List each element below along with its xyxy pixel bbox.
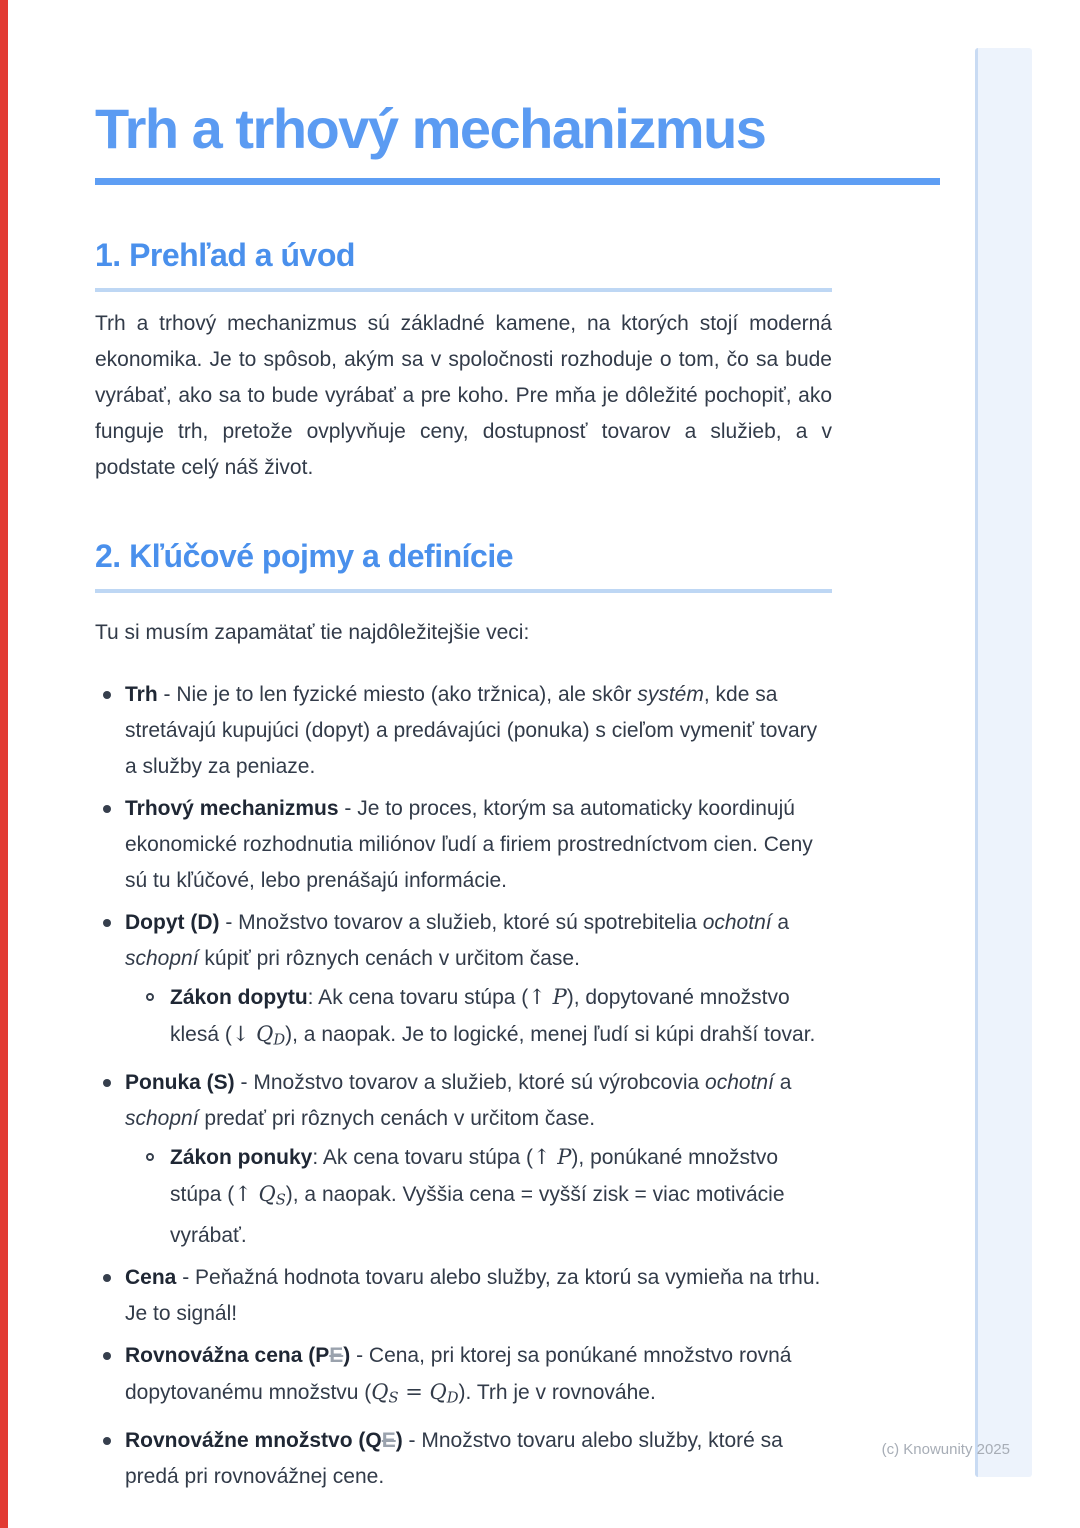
- list-item-text: Rovnovážna cena (PE) - Cena, pri ktorej sa ponúkané množstvo rovná dopytovanému množstvu (QS = QD). Trh je v rovnováhe.: [125, 1344, 792, 1408]
- sub-list-item: [137, 979, 832, 1059]
- list-item-text: Ponuka (S) - Množstvo tovarov a služieb, ktoré sú výrobcovia ochotní a schopní predať pri rôznych cenách v určitom čase.: [125, 1070, 792, 1130]
- section-2-heading: 2. Kľúčové pojmy a definície: [95, 538, 514, 574]
- page-title: Trh a trhový mechanizmus: [95, 97, 766, 160]
- bullet-disc-icon: [103, 1437, 111, 1445]
- sub-list: [137, 1139, 832, 1255]
- section-1-underline: [95, 288, 832, 292]
- content-column: [95, 0, 940, 1501]
- list-item-text: Trh - Nie je to len fyzické miesto (ako tržnica), ale skôr systém, kde sa stretávajú kupujúci (dopyt) a predávajúci (ponuka) s cieľom vymeniť tovary a služby za peniaze.: [125, 683, 818, 778]
- bullet-circle-icon: [146, 993, 154, 1001]
- bullet-disc-icon: [103, 805, 111, 813]
- list-item: [95, 1338, 832, 1417]
- list-item-text: Dopyt (D) - Množstvo tovarov a služieb, ktoré sú spotrebitelia ochotní a schopní kúpiť pri rôznych cenách v určitom čase.: [125, 911, 790, 970]
- list-item-text: Cena - Peňažná hodnota tovaru alebo služby, za ktorú sa vymieňa na trhu. Je to signál!: [125, 1266, 821, 1326]
- title-underline: [95, 178, 940, 185]
- sub-list-item-text: Zákon ponuky: Ak cena tovaru stúpa (↑ P), ponúkané množstvo stúpa (↑ QS), a naopak. Vyššia cena = vyšší zisk = viac motivácie vyrábať.: [170, 1144, 785, 1248]
- sub-list-item-text: Zákon dopytu: Ak cena tovaru stúpa (↑ P), dopytované množstvo klesá (↓ QD), a naopak. Je to logické, menej ľudí si kúpi drahší tovar.: [170, 985, 816, 1049]
- list-item: [95, 1423, 832, 1495]
- bullet-disc-icon: [103, 1352, 111, 1360]
- sub-list-item: [137, 1139, 832, 1255]
- bullet-circle-icon: [146, 1153, 154, 1161]
- section-2-underline: [95, 589, 832, 593]
- left-accent-bar: [0, 0, 8, 1528]
- bullet-disc-icon: [103, 691, 111, 699]
- list-item-text: Trhový mechanizmus - Je to proces, ktorým sa automaticky koordinujú ekonomické rozhodnutia miliónov ľudí a firiem prostredníctvom cien. Ceny sú tu kľúčové, lebo prenášajú informácie.: [125, 797, 813, 892]
- list-item: [95, 1065, 832, 1255]
- bullet-disc-icon: [103, 1079, 111, 1087]
- list-item: [95, 677, 832, 785]
- right-sidebar-strip: [975, 48, 1032, 1477]
- bullet-disc-icon: [103, 1274, 111, 1282]
- copyright-text: (c) Knowunity 2025: [881, 1441, 1010, 1458]
- definitions-list: [95, 677, 832, 1495]
- sub-list: [137, 979, 832, 1059]
- list-item-text: Rovnovážne množstvo (QE) - Množstvo tovaru alebo služby, ktoré sa predá pri rovnovážnej cene.: [125, 1429, 783, 1489]
- list-item: [95, 1260, 832, 1332]
- section-1-heading: 1. Prehľad a úvod: [95, 237, 355, 273]
- section-2-intro: Tu si musím zapamätať tie najdôležitejšie veci:: [95, 621, 530, 644]
- list-item: [95, 905, 832, 1059]
- section-1-paragraph: Trh a trhový mechanizmus sú základné kamene, na ktorých stojí moderná ekonomika. Je to spôsob, akým sa v spoločnosti rozhoduje o tom, čo sa bude vyrábať, ako sa to bude vyrábať a pre koho. Pre mňa je dôležité pochopiť, ako funguje trh, pretože ovplyvňuje ceny, dostupnosť tovarov a služieb, a v podstate celý náš život.: [95, 312, 832, 479]
- bullet-disc-icon: [103, 919, 111, 927]
- list-item: [95, 791, 832, 899]
